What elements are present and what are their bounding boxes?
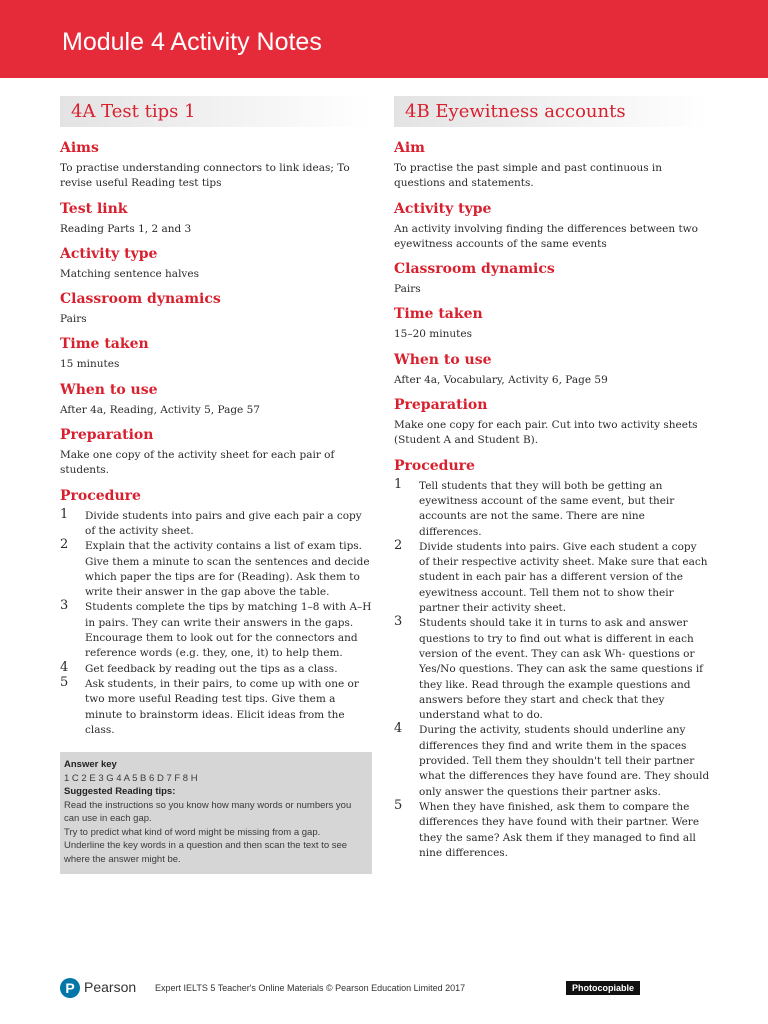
section-heading-4a: 4A Test tips 1: [60, 96, 372, 127]
time-text: 15–20 minutes: [394, 328, 472, 341]
step-text: Tell students that they will both be getting an eyewitness account of the same event, but their accounts are not the same. There are nine differences.: [419, 479, 675, 538]
when-text: After 4a, Reading, Activity 5, Page 57: [60, 403, 260, 416]
time-label: Time taken: [60, 336, 149, 353]
dynamics-text: Pairs: [394, 283, 421, 296]
list-item: [60, 539, 372, 600]
step-number: 3: [394, 614, 403, 630]
procedure-list: [394, 476, 710, 861]
step-text: Divide students into pairs and give each pair a copy of the activity sheet.: [85, 509, 362, 537]
activity-type-label: Activity type: [60, 245, 158, 262]
dynamics-text: Pairs: [60, 313, 87, 326]
step-number: 3: [60, 598, 69, 614]
step-text: Students complete the tips by matching 1–8 with A–H in pairs. They can write their answers in the gaps. Encourage them to look out for the connectors and reference words (e.g. they, one, it) to help them.: [85, 601, 372, 660]
tip-item: Try to predict what kind of word might be missing from a gap.: [64, 826, 321, 838]
activity-type-text: An activity involving finding the differences between two eyewitness accounts of the same events: [394, 222, 698, 250]
step-number: 2: [60, 537, 69, 553]
photocopiable-badge: Photocopiable: [566, 981, 640, 995]
time-text: 15 minutes: [60, 358, 120, 371]
prep-text: Make one copy of the activity sheet for each pair of students.: [60, 449, 335, 477]
list-item: [394, 723, 710, 799]
step-text: When they have finished, ask them to compare the differences they have found with their partner. Were they the same? Ask them if they managed to find all nine differences.: [419, 800, 700, 859]
left-column: [60, 96, 372, 874]
right-column: [394, 96, 710, 861]
section-heading-4b: 4B Eyewitness accounts: [394, 96, 710, 127]
list-item: [60, 674, 372, 738]
tip-item: Underline the key words in a question and then scan the text to see where the answer might be.: [64, 840, 348, 865]
header-banner: [0, 0, 768, 78]
tip-item: Read the instructions so you know how many words or numbers you can use in each gap.: [64, 799, 352, 825]
dynamics-label: Classroom dynamics: [60, 291, 221, 308]
procedure-list: [60, 506, 372, 738]
when-label: When to use: [394, 351, 492, 368]
prep-label: Preparation: [394, 397, 488, 414]
answer-key-title: Answer key: [64, 759, 117, 771]
time-label: Time taken: [394, 306, 483, 323]
pearson-logo-text: Pearson: [84, 979, 137, 995]
list-item: [394, 616, 710, 723]
step-number: 1: [394, 476, 403, 492]
procedure-label: Procedure: [394, 457, 475, 474]
aim-text: To practise the past simple and past continuous in questions and statements.: [394, 162, 663, 190]
activity-type-text: Matching sentence halves: [60, 267, 199, 280]
testlink-label: Test link: [60, 200, 128, 217]
answer-key-answers: 1 C 2 E 3 G 4 A 5 B 6 D 7 F 8 H: [64, 772, 198, 784]
step-number: 5: [394, 797, 403, 813]
dynamics-label: Classroom dynamics: [394, 261, 555, 278]
activity-type-label: Activity type: [394, 200, 492, 217]
copyright-text: Expert IELTS 5 Teacher's Online Materials © Pearson Education Limited 2017: [155, 983, 466, 993]
step-text: Ask students, in their pairs, to come up with one or two more useful Reading test tips. Give them a minute to brainstorm ideas. Elicit ideas from the class.: [85, 677, 359, 736]
step-number: 2: [394, 537, 403, 553]
step-number: 4: [60, 659, 69, 675]
aim-label: Aim: [394, 140, 425, 156]
step-text: Get feedback by reading out the tips as a class.: [85, 662, 338, 675]
step-number: 1: [60, 506, 69, 522]
when-text: After 4a, Vocabulary, Activity 6, Page 59: [394, 373, 608, 386]
procedure-label: Procedure: [60, 487, 141, 504]
list-item: [394, 537, 710, 616]
step-number: 5: [60, 674, 69, 690]
aims-text: To practise understanding connectors to link ideas; To revise useful Reading test tips: [60, 162, 350, 190]
step-text: Students should take it in turns to ask and answer questions to try to find out what is different in each version of the event. They can ask Wh- questions or Yes/No questions. They can ask the same questions if they like. Read through the example questions and answers before they start and check that they understand what to do.: [419, 617, 704, 722]
list-item: [394, 797, 710, 861]
step-text: Divide students into pairs. Give each student a copy of their respective activity sheet. Make sure that each student in each pair has a different version of the eyewitness account. Tell them not to show their partner their activity sheet.: [419, 540, 708, 615]
aims-label: Aims: [60, 140, 99, 156]
list-item: [60, 659, 372, 677]
list-item: [394, 476, 710, 540]
step-text: Explain that the activity contains a list of exam tips. Give them a minute to scan the sentences and decide which paper the tips are for (Reading). Ask them to write their answer in the gap above the table.: [85, 540, 370, 599]
list-item: [60, 600, 372, 661]
pearson-logo-icon: P: [60, 978, 80, 998]
step-number: 4: [394, 721, 403, 737]
when-label: When to use: [60, 381, 158, 398]
list-item: [60, 506, 372, 540]
tips-title: Suggested Reading tips:: [64, 786, 176, 798]
page-title: Module 4 Activity Notes: [62, 28, 322, 56]
prep-label: Preparation: [60, 427, 154, 444]
testlink-text: Reading Parts 1, 2 and 3: [60, 222, 192, 235]
footer: [0, 976, 768, 1000]
step-text: During the activity, students should underline any differences they find and write them in the spaces provided. Tell them they shouldn't tell their partner what the differences they have found are. They should only answer the questions their partner asks.: [419, 724, 710, 798]
prep-text: Make one copy for each pair. Cut into two activity sheets (Student A and Student B).: [394, 419, 698, 447]
answer-key-box: [60, 752, 372, 874]
